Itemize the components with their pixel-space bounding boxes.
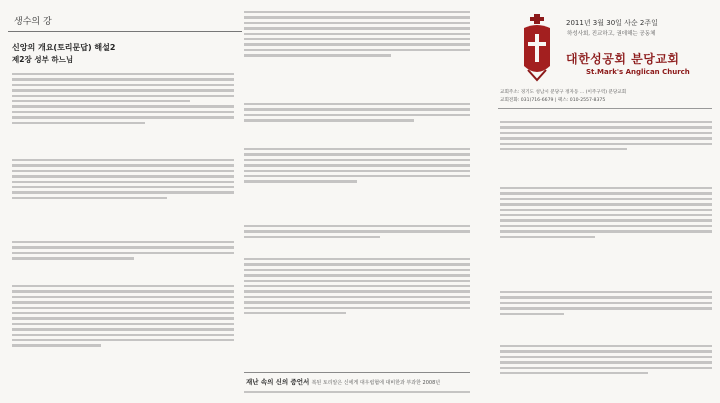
issue-date: 2011년 3월 30일 사순 2주일 xyxy=(566,19,658,27)
body-text-block xyxy=(244,100,470,142)
article-title: 신앙의 개요(토리문답) 해설2 xyxy=(12,43,116,52)
church-name-english: St.Mark's Anglican Church xyxy=(586,68,690,76)
body-text-block xyxy=(244,255,470,365)
sub-section-heading xyxy=(246,377,440,386)
body-text-block xyxy=(244,388,470,402)
body-text-block xyxy=(500,184,712,284)
contact-phone: 교회전화: 031)716-6679 | 팩스: 010-2557-8375 xyxy=(500,98,606,103)
mission-statement: 하성사회, 진교하고, 권데해는 공동체 xyxy=(567,31,656,37)
divider xyxy=(244,372,470,373)
section-tag: 생수의 강 xyxy=(8,10,242,32)
contact-info xyxy=(500,89,712,105)
sub-section-title: 재난 속의 신의 증언서 xyxy=(246,378,310,386)
body-text-block xyxy=(500,118,712,178)
body-text-block xyxy=(244,8,470,96)
divider xyxy=(498,108,712,109)
body-text-block xyxy=(500,288,712,338)
church-name-korean: 대한성공회 분당교회 xyxy=(566,52,680,66)
sub-section-note: 복된 토리알은 신에게 대우립협에 대비한과 부과한 2008년 xyxy=(311,380,441,386)
body-text-block xyxy=(12,282,234,400)
body-text-block xyxy=(500,342,712,400)
article-subtitle: 제2장 성부 하느님 xyxy=(12,55,74,64)
body-text-block xyxy=(12,238,234,278)
body-text-block xyxy=(244,145,470,219)
church-cross-logo-icon xyxy=(516,12,558,84)
body-text-block xyxy=(12,70,234,152)
contact-address: 교회주소: 경기도 성남시 분당구 정자동 ... (이주구역) 분당교회 xyxy=(500,90,627,95)
body-text-block xyxy=(12,156,234,234)
body-text-block xyxy=(244,222,470,252)
